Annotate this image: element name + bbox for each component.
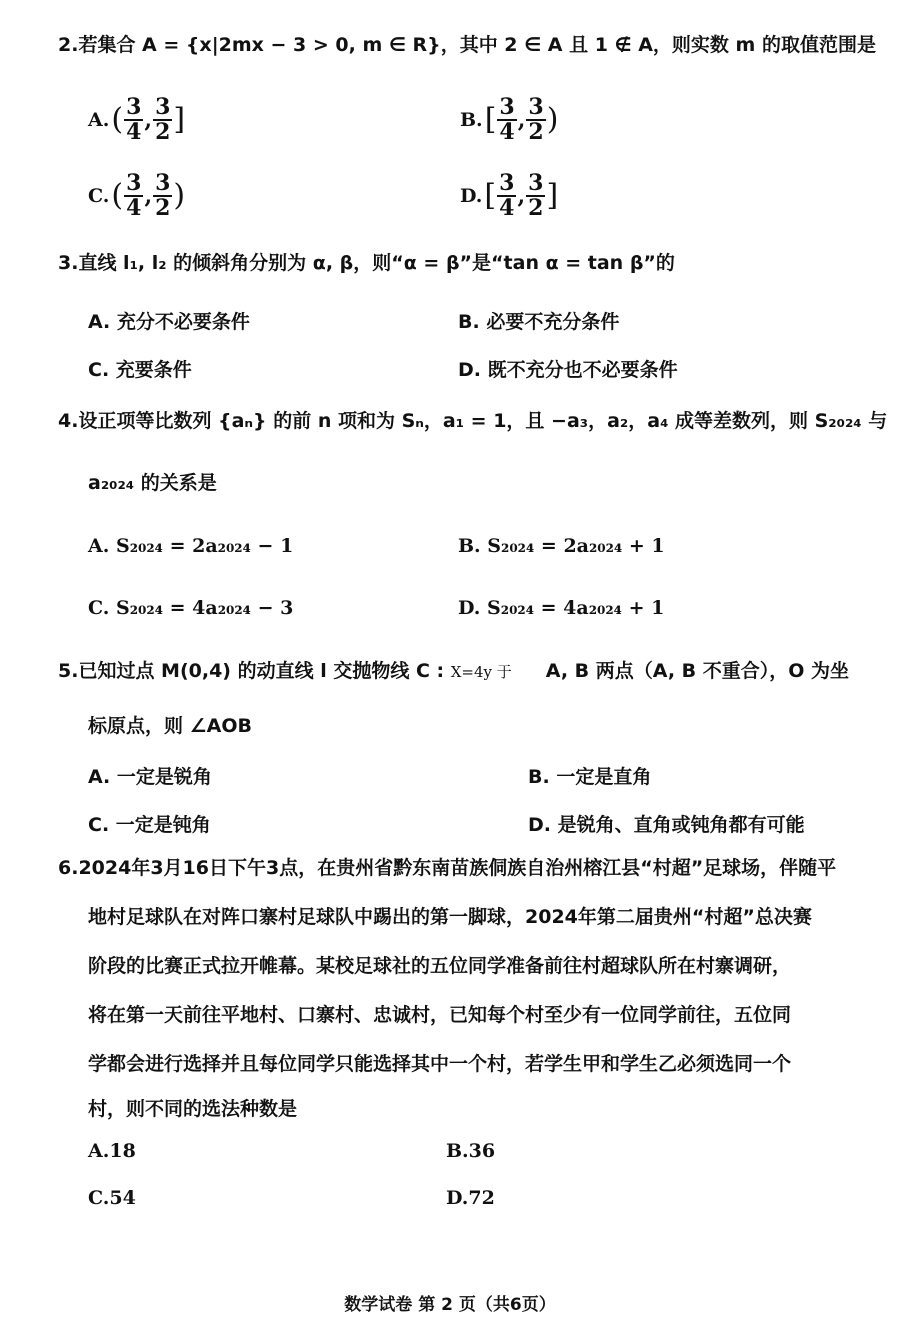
q2-a-den2: 2 [155, 119, 171, 146]
q2-b-num2: 3 [528, 94, 544, 120]
question-6-line3: 阶段的比赛正式拉开帷幕。某校足球社的五位同学准备前往村超球队所在村寨调研， [88, 955, 792, 977]
q2-option-a-open-bracket: ( [111, 102, 124, 138]
q2-option-a-close-bracket: ] [173, 102, 186, 138]
q5-option-b: B. 一定是直角 [528, 766, 652, 788]
q2-option-b-close-bracket: ) [546, 102, 559, 138]
question-4-stem-line2: a₂₀₂₄ 的关系是 [88, 472, 217, 494]
question-2-stem: 2.若集合 A = {x|2mx − 3 > 0, m ∈ R}，其中 2 ∈ A 且 1 ∉ A，则实数 m 的取值范围是 [58, 34, 876, 56]
question-6-line6: 村，则不同的选法种数是 [88, 1098, 298, 1120]
q2-option-a: A. ( $\frac{3}{4}$ , $\frac{3}{2}$ ] [88, 94, 186, 146]
q2-option-a-label: A. [88, 109, 110, 132]
q6-option-c: C.54 [88, 1187, 136, 1209]
q4-option-d: D. S₂₀₂₄ = 4a₂₀₂₄ + 1 [458, 597, 665, 619]
q5-option-c: C. 一定是钝角 [88, 814, 211, 836]
question-6-line5: 学都会进行选择并且每位同学只能选择其中一个村，若学生甲和学生乙必须选同一个 [88, 1053, 792, 1075]
q2-option-b: B. [ $\frac{3}{4}$ , $\frac{3}{2}$ ) [460, 94, 559, 146]
q5-stem-part3: A, B 两点（A, B 不重合），O 为坐 [545, 660, 850, 682]
q2-b-den2: 2 [528, 119, 544, 146]
q3-option-d: D. 既不充分也不必要条件 [458, 359, 678, 381]
question-5-stem-line2: 标原点，则 ∠AOB [88, 715, 252, 737]
q4-option-b: B. S₂₀₂₄ = 2a₂₀₂₄ + 1 [458, 535, 665, 557]
q3-option-c: C. 充要条件 [88, 359, 192, 381]
question-3-stem: 3.直线 l₁, l₂ 的倾斜角分别为 α, β，则“α = β”是“tan α = tan β”的 [58, 252, 675, 274]
q2-option-c-open-bracket: ( [111, 178, 124, 214]
q3-option-a: A. 充分不必要条件 [88, 311, 250, 333]
q2-option-b-open-bracket: [ [484, 102, 497, 138]
q2-option-c-label: C. [88, 185, 110, 208]
q2-d-den2: 2 [528, 195, 544, 222]
question-6-line2: 地村足球队在对阵口寨村足球队中踢出的第一脚球，2024年第二届贵州“村超”总决赛 [88, 906, 812, 928]
q2-d-num2: 3 [528, 170, 544, 196]
q2-option-c-close-bracket: ) [173, 178, 186, 214]
q4-option-c: C. S₂₀₂₄ = 4a₂₀₂₄ − 3 [88, 597, 294, 619]
q2-a-num1: 3 [126, 94, 142, 120]
question-6-line4: 将在第一天前往平地村、口寨村、忠诚村，已知每个村至少有一位同学前往，五位同 [88, 1004, 792, 1026]
q6-option-d: D.72 [446, 1187, 495, 1209]
question-6-line1: 6.2024年3月16日下午3点，在贵州省黔东南苗族侗族自治州榕江县“村超”足球场，伴随平 [58, 857, 837, 879]
q2-c-den1: 4 [126, 195, 142, 222]
page-footer: 数学试卷 第 2 页（共6页） [344, 1295, 556, 1315]
q2-a-num2: 3 [155, 94, 171, 120]
q2-c-den2: 2 [155, 195, 171, 222]
q2-option-d: D. [ $\frac{3}{4}$ , $\frac{3}{2}$ ] [460, 170, 559, 222]
q2-option-d-label: D. [460, 185, 483, 208]
q5-stem-equation: X=4y 于 [450, 663, 512, 681]
q5-option-a: A. 一定是锐角 [88, 766, 212, 788]
q2-c-num2: 3 [155, 170, 171, 196]
q2-option-d-open-bracket: [ [484, 178, 497, 214]
question-4-stem-line1: 4.设正项等比数列 {aₙ} 的前 n 项和为 Sₙ，a₁ = 1，且 −a₃，a₂，a₄ 成等差数列，则 S₂₀₂₄ 与 [58, 410, 888, 432]
q3-option-b: B. 必要不充分条件 [458, 311, 620, 333]
q2-option-b-label: B. [460, 109, 483, 132]
q2-option-c: C. ( $\frac{3}{4}$ , $\frac{3}{2}$ ) [88, 170, 186, 222]
question-5-stem-line1 [58, 660, 849, 683]
q2-b-den1: 4 [499, 119, 515, 146]
q2-b-num1: 3 [499, 94, 515, 120]
q5-stem-part1: 5.已知过点 M(0,4) 的动直线 l 交抛物线 C : [58, 660, 451, 682]
q6-option-a: A.18 [88, 1140, 136, 1162]
q2-d-num1: 3 [499, 170, 515, 196]
q2-d-den1: 4 [499, 195, 515, 222]
q2-option-d-close-bracket: ] [546, 178, 559, 214]
q2-a-den1: 4 [126, 119, 142, 146]
q5-option-d: D. 是锐角、直角或钝角都有可能 [528, 814, 805, 836]
q6-option-b: B.36 [446, 1140, 496, 1162]
q2-c-num1: 3 [126, 170, 142, 196]
q4-option-a: A. S₂₀₂₄ = 2a₂₀₂₄ − 1 [88, 535, 294, 557]
